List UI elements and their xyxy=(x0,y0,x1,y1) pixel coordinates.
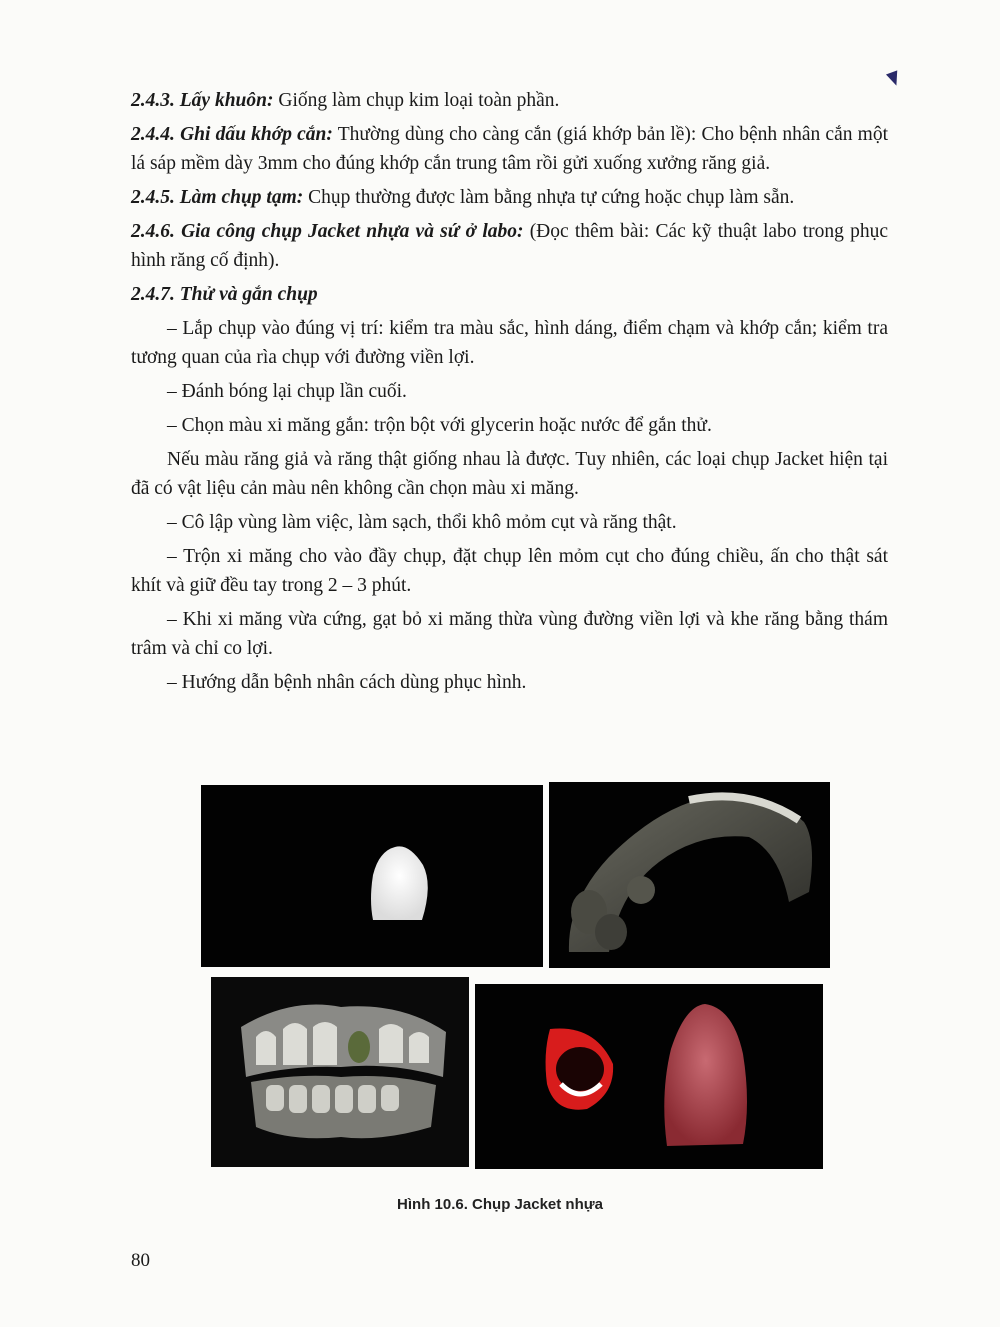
step-item: – Chọn màu xi măng gắn: trộn bột với glycerin hoặc nước để gắn thử. xyxy=(167,415,712,436)
photo-jacket-crown xyxy=(201,785,543,967)
photo-plaster-model xyxy=(549,782,830,968)
section-2-4-4 xyxy=(131,120,888,178)
step-item: – Lắp chụp vào đúng vị trí: kiểm tra màu sắc, hình dáng, điểm chạm và khớp cắn; kiểm tra tương quan của rìa chụp với đường viền lợi. xyxy=(131,318,888,368)
photo-crown-interior-exterior xyxy=(475,984,823,1169)
corner-mark xyxy=(886,70,902,87)
jacket-crown-image xyxy=(201,785,543,967)
photo-dental-arch xyxy=(211,977,469,1167)
page-number: 80 xyxy=(131,1250,150,1271)
dental-arch-image xyxy=(211,977,469,1167)
body-text xyxy=(131,86,888,702)
figure-caption: Hình 10.6. Chụp Jacket nhựa xyxy=(397,1196,603,1213)
note-paragraph: Nếu màu răng giả và răng thật giống nhau là được. Tuy nhiên, các loại chụp Jacket hiện tại đã có vật liệu cản màu nên không cần chọn màu xi măng. xyxy=(131,449,888,499)
section-text: Giống làm chụp kim loại toàn phần. xyxy=(273,90,560,111)
section-2-4-3 xyxy=(131,86,888,115)
step-item: – Đánh bóng lại chụp lần cuối. xyxy=(167,381,407,402)
section-heading: 2.4.5. Làm chụp tạm: xyxy=(131,187,304,208)
section-heading: 2.4.7. Thử và gắn chụp xyxy=(131,284,318,305)
section-heading: 2.4.6. Gia công chụp Jacket nhựa và sứ ở labo: xyxy=(131,221,524,242)
step-item: – Trộn xi măng cho vào đầy chụp, đặt chụp lên mỏm cụt cho đúng chiều, ấn cho thật sát khít và giữ đều tay trong 2 – 3 phút. xyxy=(131,546,888,596)
crown-pair-image xyxy=(475,984,823,1169)
step-item: – Hướng dẫn bệnh nhân cách dùng phục hình. xyxy=(167,672,527,693)
step-item: – Khi xi măng vừa cứng, gạt bỏ xi măng thừa vùng đường viền lợi và khe răng bằng thám trâm và chỉ co lợi. xyxy=(131,609,888,659)
section-2-4-6 xyxy=(131,217,888,275)
section-heading: 2.4.4. Ghi dấu khớp cắn: xyxy=(131,124,333,145)
section-2-4-5 xyxy=(131,183,888,212)
section-2-4-7 xyxy=(131,280,888,309)
section-text: Thường dùng cho càng cắn (giá khớp bản lề): Cho bệnh nhân cắn một lá sáp mềm dày 3mm cho đúng khớp cắn trung tâm rồi gửi xuống xưởng răng giả. xyxy=(131,124,888,174)
section-text: (Đọc thêm bài: Các kỹ thuật labo trong phục hình răng cố định). xyxy=(131,221,888,271)
step-item: – Cô lập vùng làm việc, làm sạch, thổi khô mỏm cụt và răng thật. xyxy=(167,512,677,533)
plaster-model-image xyxy=(549,782,830,968)
section-heading: 2.4.3. Lấy khuôn: xyxy=(131,90,274,111)
section-text: Chụp thường được làm bằng nhựa tự cứng hoặc chụp làm sẵn. xyxy=(303,187,795,208)
